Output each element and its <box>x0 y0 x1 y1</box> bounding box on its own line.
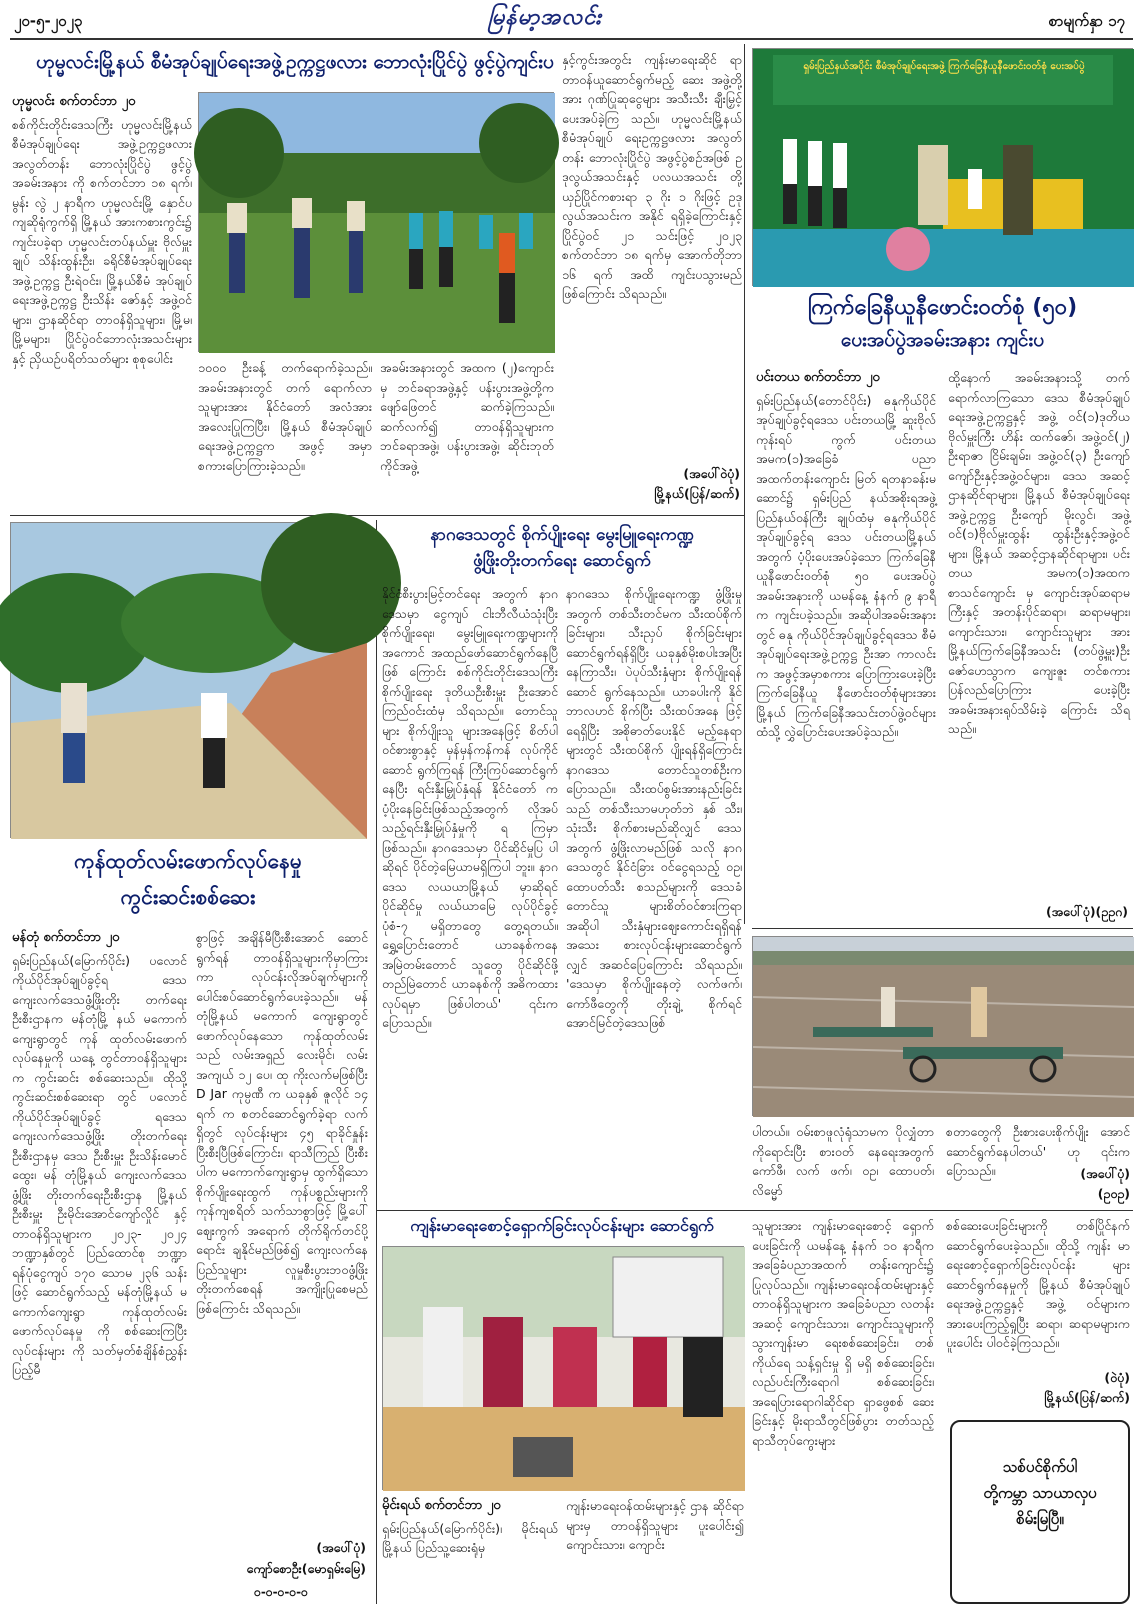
football-photo-art <box>199 93 555 353</box>
article2-byline: ပင်းတယ စက်တင်ဘာ ၂၀ <box>756 370 880 385</box>
article1-under-photo-b: အခမ်းအနားတွင် အထက (၂)ကျောင်းမှ ဘင်ခရာအဖွဲ့နှင့် ပန်းပွားအဖွဲ့တို့က ဖျော်ဖြေတင် ဆက်ခဲ့ကြသည်။ ဆက်လက်၍ တာဝန်ရှိသူများက ဘင်ခရာအဖွဲ့၊ ပန်းပွားအဖွဲ့၊ ဆိုင်းဘုတ်ကိုင်အဖွဲ့ <box>380 360 554 473</box>
article5-credit-code: (ဥဝဥ) <box>1097 1186 1130 1201</box>
article4-end-mark: ၀-၀-၀-၀-၀ <box>254 1585 308 1599</box>
article3-col2 <box>566 584 742 1076</box>
article1-credit-photo: (အပေါ်ဝဲပုံ) <box>683 466 740 481</box>
article1-col1-text: စစ်ကိုင်းတိုင်းဒေသကြီး ဟုမ္မလင်းမြို့နယ်စီမံအုပ်ချုပ်ရေး အဖွဲ့ဥက္ကဋ္ဌဖလား အလွတ်တန်း ဘောလုံးပြိုင်ပွဲ ဖွင့်ပွဲအခမ်းအနား ကို စက်တင်ဘာ ၁၈ ရက်၊ မွန်း လွဲ ၂ နာရီက ဟုမ္မလင်းမြို့ နှောင်ပကျဆိုရုံကွက်ရှိ မြို့နယ် အားကစားကွင်း၌ ကျင်းပခဲ့ရာ ဟုမ္မလင်းတပ်နယ်မှူး ဗိုလ်မှူးချုပ် သိန်းထွန်းဦး၊ ခရိုင်စီမံအုပ်ချုပ်ရေး အဖွဲ့ဥက္ကဋ္ဌ ဦးရဲဝင်း၊ မြို့နယ်စီမံ အုပ်ချုပ်ရေးအဖွဲ့ဥက္ကဋ္ဌ ဦးသိန်း ဇော်နှင့် အဖွဲ့ဝင်များ၊ ဌာနဆိုင်ရာ တာဝန်ရှိသူများ၊ မြို့မ၊ မြို့မများ၊ ပြိုင်ပွဲဝင်ဘောလုံးအသင်းများနှင့် ညှိယဉ်ပရိတ်သတ်များ စုစုပေါင်း <box>12 116 192 366</box>
article5-col2: စတာတွေကို ဦးစားပေးစိုက်ပျိုး အောင် ဆောင်ရွက်နေပါတယ်' ဟု ၎င်းကပြောသည်။ <box>946 1124 1130 1178</box>
article4-credit-author: ကျော်စောဦး(မောရှမ်းမြေ) <box>246 1561 366 1576</box>
ceremony-banner-text: ရှမ်းပြည်နယ်အပိုင်း စီမံအုပ်ချုပ်ရေးအဖွဲ့ ကြက်ခြေနီယူနီဖောင်းဝတ်စုံ ပေးအပ်ပွဲ <box>803 61 1085 72</box>
article1-byline: ဟုမ္မလင်း စက်တင်ဘာ ၂၀ <box>12 94 136 109</box>
article2-col1 <box>756 368 936 928</box>
issue-date: ၂၀-၅-၂၀၂၃ <box>14 12 83 30</box>
column-rule-right <box>744 44 745 924</box>
red-cross-ceremony-photo <box>752 48 1133 286</box>
article3-col2-text: နာဂဒေသ စိုက်ပျိုးရေးကဏ္ဍ ဖွံ့ဖြိုးမှုအတွက် တစ်သီးတင်မက သီးထပ်စိုက်ခြင်းများ၊ သီးညှပ် စိုက်ခြင်းများဆောင်ရွက်ရန်ရှိပြီး ယခုနှစ်မိုးစပါးအပြီး နေကြာသီး၊ ပဲပုပ်သီးနှံများ စိုက်ပျိုးရန်ဆောင် ရွက်နေသည်။ ယာခပါးကို နိုင် ဘာလဟင် စိုက်ပြီး သီးထပ်အနေ ဖြင့် ရေရှိပြီး အစိုဓာတ်ပေးနိုင် မည့်နေရာများတွင် သီးထပ်စိုက် ပျိုးရန်ရှိကြောင်း နာဂဒေသ တောင်သူတစ်ဦးက ပြောသည်။ သီးထပ်စွမ်းအားနည်းခြင်း သည် တစ်သီးသာမဟုတ်ဘဲ နှစ် သီး၊ သုံးသီး စိုက်စားမည်ဆိုလျှင် ဒေသအတွက် ဖွံ့ဖြိုးလာမည်ဖြစ် သလို နာဂဒေသတွင် နိုင်ငံခြား ဝင်ငွေရသည့် ဝဥ၊ ထောပတ်သီး စသည်များကို ဒေသခံတောင်သူ များစိတ်ဝင်စားကြရာ အဆိုပါ သီးနှံများဈေးကောင်းရရှိရန် အသေး စားလုပ်ငန်းများဆောင်ရွက်လျှင် အဆင်ပြေကြောင်း သိရသည်။ 'ဒေသမှာ စိုက်ပျိုးနေတဲ့ လက်ဖက်၊ ကော်ဖီတွေကို တိုးချဲ့ စိုက်ရင် အောင်မြင်တဲ့ဒေသဖြစ် <box>566 586 742 1030</box>
article6-title: ကျန်းမာရေးစောင့်ရှောက်ခြင်းလုပ်ငန်းများ ဆောင်ရွက် <box>410 1216 714 1235</box>
page-number: စာမျက်နှာ ၁၇ <box>1048 12 1125 30</box>
article4-title-line1: ကုန်ထုတ်လမ်းဖောက်လုပ်နေမှု <box>74 849 302 873</box>
article2-title-line2: ပေးအပ်ပွဲအခမ်းအနား ကျင်းပ <box>840 329 1045 351</box>
notice-line1: သစ်ပင်စိုက်ပါ <box>1002 1458 1078 1476</box>
section-rule-2 <box>376 1210 1133 1211</box>
article1-col1 <box>12 92 192 512</box>
article5-col1: ပါတယ်။ ဝမ်းစာဖူလုံရုံသာမက ပိုလျှံတာကိုရောင်းပြီး စားဝတ် နေရေးအတွက် ကော်ဖီ၊ လက် ဖက်၊ ဝဥ၊ ထောပတ်၊ လိမ္မော် <box>752 1124 934 1198</box>
article1-title: ဟုမ္မလင်းမြို့နယ် စီမံအုပ်ချုပ်ရေးအဖွဲ့ဥက္ကဋ္ဌဖလား ဘောလုံးပြိုင်ပွဲ ဖွင့်ပွဲကျင်းပ <box>36 51 554 73</box>
article4-byline: မန်တုံ စက်တင်ဘာ ၂၀ <box>12 930 120 945</box>
article2-col1-text: ရှမ်းပြည်နယ်(တောင်ပိုင်း) ဓနုကိုယ်ပိုင်အုပ်ချုပ်ခွင့်ရဒေသ ပင်းတယမြို့ ဆူးဗိုလ်ကုန်းရပ် ကွက် ပင်းတယ အမက(၁)အခြေခံ ပညာအထက်တန်းကျောင်း မြတ် ရတနာခန်းမဆောင်၌ ရှမ်းပြည် နယ်အစိုးရအဖွဲ့ ပြည်နယ်ဝန်ကြီး ချုပ်ထံမှ ဓနုကိုယ်ပိုင်အုပ်ချုပ်ခွင့်ရ ဒေသ ပင်းတယမြို့နယ်အတွက် ပံ့ပိုးပေးအပ်ခဲ့သော ကြက်ခြေနီ ယူနီဖောင်းဝတ်စုံ ၅၀ ပေးအပ်ပွဲ အခမ်းအနားကို ယမန်နေ့ နံနက် ၉ နာရီက ကျင်းပခဲ့သည်။ အဆိုပါအခမ်းအနားတွင် ဓနု ကိုယ်ပိုင်အုပ်ချုပ်ခွင့်ရဒေသ စီမံ အုပ်ချုပ်ရေးအဖွဲ့ဥက္ကဋ္ဌ ဦးအာ ကာလင်းက အဖွင့်အမှာစကား ပြောကြားပေးခဲ့ပြီး ကြက်ခြေနီယူ နီဖောင်းဝတ်စုံများအား မြို့နယ် ကြက်ခြေနီအသင်းတပ်ဖွဲ့ဝင်များ ထံသို့ လွှဲပြောင်းပေးအပ်ခဲ့သည်။ <box>756 392 936 739</box>
article1-under-photo-a: ၁၀၀၀ ဦးခန့် တက်ရောက်ခဲ့သည်။ အခမ်းအနားတွင် တက် ရောက်လာသူများအား နိုင်ငံတော် အလံအားအလေးပြုကြပြီး၊ မြို့နယ် စီမံအုပ်ချုပ်ရေးအဖွဲ့ဥက္ကဋ္ဌက အဖွင့် အမှာစကားပြောကြားခဲ့သည်။ <box>198 360 372 473</box>
article1-credit-author: မြို့နယ်(ပြန်/ဆက်) <box>654 486 740 501</box>
section-rule-right <box>752 928 1133 929</box>
article2-col2 <box>948 368 1130 888</box>
article2-col2-text: ထို့နောက် အခမ်းအနားသို့ တက်ရောက်လာကြသော ဒေသ စီမံအုပ်ချုပ်ရေးအဖွဲ့ဥက္ကဋ္ဌနှင့် အဖွဲ့ ဝင်(၁)ဒုတိယ ဗိုလ်မှူးကြီး ဟိန်း ထက်ဇော်၊ အဖွဲ့ဝင်(၂) ဦးရာဇာ ငြိမ်းချမ်း၊ အဖွဲ့ဝင်(၃) ဦးကျော် ကျော်ဦးနှင့်အဖွဲ့ဝင်များ၊ ဒေသ အဆင့်ဌာနဆိုင်ရာများ၊ မြို့နယ် စီမံအုပ်ချုပ်ရေးအဖွဲ့ဥက္ကဋ္ဌ ဦးကျော် မိုးလွင်၊ အဖွဲ့ဝင်(၁)ဗိုလ်မှူးထွန်း ထွန်းဦးနှင့်အဖွဲ့ဝင်များ၊ မြို့နယ် အဆင့်ဌာနဆိုင်ရာများ၊ ပင်းတယ အမက(၁)အထက စာသင်ကျောင်း မှ ကျောင်းအုပ်ဆရာမကြီးနှင့် အတန်းပိုင်ဆရာ၊ ဆရာမများ၊ ကျောင်းသား၊ ကျောင်းသူများ အား မြို့နယ်ကြက်ခြေနီအသင်း (တပ်ဖွဲ့မှူး)ဦးဇော်ဟေသွာက ကျေးဇူး တင်စကား ပြန်လည်ပြောကြား ပေးခဲ့ပြီး အခမ်းအနားရုပ်သိမ်းခဲ့ ကြောင်း သိရသည်။ <box>948 370 1130 736</box>
article3-col1 <box>382 584 558 1076</box>
article6-credit-photo: (ဝဲပုံ) <box>1104 1370 1130 1385</box>
article1-col3-text: နှင့်ကွင်းအတွင်း ကျန်းမာရေးဆိုင် ရာ တာဝန်ယူဆောင်ရွက်မည့် ဆေး အဖွဲ့တို့အား ဂုဏ်ပြုဆုငွေများ အသီးသီး ချီးမြှင့်ပေးအပ်ခဲ့ကြ သည်။ ဟုမ္မလင်းမြို့နယ် စီမံအုပ်ချုပ် ရေးဥက္ကဋ္ဌဖလား အလွတ်တန်း ဘောလုံးပြိုင်ပွဲ အဖွင့်ပွဲစဉ်အဖြစ် ဥဒုလွယ်အသင်းနှင့် ပလယအသင်း တို့ ယှဉ်ပြိုင်ကစားရာ ၃ ဂိုး ၁ ဂိုးဖြင့် ဥဒုလွယ်အသင်းက အနိုင် ရရှိခဲ့ကြောင်းနှင့် ပြိုင်ပွဲဝင် ၂၁ သင်းဖြင့် ၂၀၂၃ စက်တင်ဘာ ၁၈ ရက်မှ အောက်တိုဘာ ၁၆ ရက် အထိ ကျင်းပသွားမည်ဖြစ်ကြောင်း သိရသည်။ <box>562 52 742 301</box>
article4-col1 <box>12 928 187 1604</box>
article4-col2 <box>196 928 368 1518</box>
article6-col1-text: ရှမ်းပြည်နယ်(မြောက်ပိုင်း)၊ မိုင်းရယ်မြို့နယ် ပြည်သူ့ဆေးရုံမှ <box>382 1520 558 1555</box>
article4-col1-text: ရှမ်းပြည်နယ်(မြောက်ပိုင်း) ပလောင်ကိုယ်ပိုင်အုပ်ချုပ်ခွင့်ရ ဒေသ ကျေးလက်ဒေသဖွံ့ဖြိုးတိုး တက်ရေးဦးစီးဌာနက မန်တုံမြို့ နယ် မကောက်ကျေးရွာတွင် ကုန် ထုတ်လမ်းဖောက်လုပ်နေမှုကို ယနေ့ တွင်တာဝန်ရှိသူများက ကွင်းဆင်း စစ်ဆေးသည်။ ထိုသို့ကွင်းဆင်းစစ်ဆေးရာ တွင် ပလောင်ကိုယ်ပိုင်အုပ်ချုပ်ခွင့် ရဒေသ ကျေးလက်ဒေသဖွံ့ဖြိုး တိုးတက်ရေးဦးစီးဌာနမှ ဒေသ ဦးစီးမှူး ဦးသိန်းမောင်ထွေး၊ မန် တုံမြို့နယ် ကျေးလက်ဒေသဖွံ့ဖြိုး တိုးတက်ရေးဦးစီးဌာန မြို့နယ် ဦးစီးမှူး ဦးမိုင်းအောင်ကျော်လှိုင် နှင့် တာဝန်ရှိသူများက ၂၀၂၃- ၂၀၂၄ ဘဏ္ဍာနှစ်တွင် ပြည်ထောင်စု ဘဏ္ဍာရန်ပုံငွေကျပ် ၁၇၀ သောမ ၂၃၆ သန်းဖြင့် ဆောင်ရွက်သည့် မန်တုံမြို့နယ် မကောက်ကျေးရွာ ကုန်ထုတ်လမ်း ဖောက်လုပ်နေမှု ကို စစ်ဆေးကြပြီး လုပ်ငန်းများ ကို သတ်မှတ်စံချိန်စံညွှန်းပြည့်မီ <box>12 952 187 1377</box>
article2-title-line1: ကြက်ခြေနီယူနီဖောင်းဝတ်စုံ (၅၀) <box>807 295 1078 320</box>
road-photo-art <box>11 523 367 839</box>
article6-credit-author: မြို့နယ်(ပြန်/ဆက်) <box>1044 1390 1130 1405</box>
article6-col3: သူများအား ကျန်းမာရေးစောင့် ရှောက်ပေးခြင်းကို ယမန်နေ့ နံနက် ၁၀ နာရီက အခြေခံပညာအထက် တန်းကျောင်း၌ ပြုလုပ်သည်။ ကျန်းမာရေးဝန်ထမ်းများနှင့် တာဝန်ရှိသူများက အခြေခံပညာ လတန်းအဆင့် ကျောင်းသား၊ ကျောင်းသူများကို သွားကျန်းမာ ရေးစစ်ဆေးခြင်း၊ တစ်ကိုယ်ရေ သန့်ရှင်းမှု ရှိ မရှိ စစ်ဆေးခြင်း၊ လည်ပင်းကြီးရောဂါ စစ်ဆေးခြင်း၊ အရေပြားရောဂါဆိုင်ရာ ရှာဖွေစစ် ဆေးခြင်းနှင့် မိုးရာသီတွင်ဖြစ်ပွား တတ်သည့် ရာသီတုပ်ကွေးများ <box>752 1218 934 1448</box>
article6-col4-text: စစ်ဆေးပေးခြင်းများကို တစ်ပြိုင်နက် ဆောင်ရွက်ပေးခဲ့သည်။ ထိုသို့ ကျန်း မာရေးစောင့်ရှောက်ခြင်းလုပ်ငန်း များ ဆောင်ရွက်နေမှုကို မြို့နယ် စီမံအုပ်ချုပ်ရေးအဖွဲ့ဥက္ကဋ္ဌနှင့် အဖွဲ့ ဝင်များက အားပေးကြည့်ရှုပြီး ဆရာ၊ ဆရာမများက ပူးပေါင်း ပါဝင်ခဲ့ကြသည်။ <box>946 1218 1130 1350</box>
article4-title-line2: ကွင်းဆင်းစစ်ဆေး <box>120 885 256 909</box>
football-opening-photo <box>198 92 554 352</box>
article6-col2: ကျန်းမာရေးဝန်ထမ်းများနှင့် ဌာန ဆိုင်ရာများမှ တာဝန်ရှိသူများ ပူးပေါင်း၍ ကျောင်းသား၊ ကျောင်း <box>566 1498 744 1552</box>
article3-title-line1: နာဂဒေသတွင် စိုက်ပျိုးရေး မွေးမြူရေးကဏ္ဍ <box>430 525 694 545</box>
ceremony-photo-art <box>753 49 1134 287</box>
paddy-photo-art <box>753 937 1134 1117</box>
article6-col4 <box>946 1216 1130 1366</box>
health-check-photo <box>382 1246 744 1490</box>
article2-credit: (အပေါ်ပုံ)(ဥဥဂ) <box>1045 904 1128 919</box>
article6-col1 <box>382 1496 558 1604</box>
section-rule-1 <box>10 515 744 516</box>
header-rule <box>10 38 1133 40</box>
notice-line3: စိမ်းမြပြီ။ <box>1016 1510 1064 1528</box>
masthead-logo: မြန်မာ့အလင်း <box>488 5 602 30</box>
tree-planting-notice <box>950 1420 1130 1604</box>
column-rule-lower-left <box>376 1070 377 1604</box>
paddy-field-photo <box>752 936 1133 1116</box>
article6-byline: မိုင်းရယ် စက်တင်ဘာ ၂၀ <box>382 1498 501 1513</box>
article4-credit-photo: (အပေါ်ပုံ) <box>316 1540 366 1555</box>
health-photo-art <box>383 1247 745 1491</box>
article3-title-line2: ဖွံ့ဖြိုးတိုးတက်ရေး ဆောင်ရွက် <box>473 551 651 571</box>
notice-line2: တို့ကမ္ဘာ သာယာလှပ <box>983 1484 1097 1502</box>
article4-col2-text: စွာဖြင့် အချိန်မီပြီးစီးအောင် ဆောင် ရွက်ရန် တာဝန်ရှိသူများကိုမှာကြား ကာ လုပ်ငန်းလိုအပ်ချက်များကို ပေါင်းစပ်ဆောင်ရွက်ပေးခဲ့သည်။ မန်တုံမြို့နယ် မကောက် ကျေးရွာတွင် ဖောက်လုပ်နေသော ကုန်ထုတ်လမ်းသည် လမ်းအရှည် လေးမိုင်၊ လမ်းအကျယ် ၁၂ ပေ၊ ထု ကိုးလက်မဖြစ်ပြီး D Jar ကုမ္ပဏီ က ယခုနှစ် ဇူလိုင် ၁၄ ရက် က စတင်ဆောင်ရွက်ခဲ့ရာ လက် ရှိတွင် လုပ်ငန်းများ ၄၅ ရာခိုင်နှုန်း ပြီးစီးပြီဖြစ်ကြောင်း၊ ရာသီကြည် ပြီးစီးပါက မကောက်ကျေးရွာမှ ထွက်ရှိသော စိုက်ပျိုးရေးထွက် ကုန်ပစ္စည်းများကို ကုန်ကျစရိတ် သက်သာစွာဖြင့် မြို့ပေါ်ဈေးကွက် အရောက် တိုက်ရိုက်တင်ပို့ရောင်း ချနိုင်မည်ဖြစ်၍ ကျေးလက်နေ ပြည်သူများ လူမှုစီးပွားဘဝဖွံ့ဖြိုး တိုးတက်စေရန် အကျိုးပြုစေမည် ဖြစ်ကြောင်း သိရသည်။ <box>196 930 368 1316</box>
article1-col3 <box>562 50 742 490</box>
article3-col1-text: နိုင်ငံစီးပွားမြင့်တင်ရေး အတွက် နာဂဒေသမှာ ငွေကျပ် ငါးဘီလီယံသုံးပြီး စိုက်ပျိုးရေး၊ မွေးမြူရေးကဏ္ဍများကို အကောင် အထည်ဖော်ဆောင်ရွက်နေပြီဖြစ် ကြောင်း စစ်ကိုင်းတိုင်းဒေသကြီး စိုက်ပျိုးရေး ဒုတိယဦးစီးမှူး ဦးအောင်ကြည်ဝင်းထံမှ သိရသည်။ တောင်သူများ စိုက်ပျိုးသူ များအနေဖြင့် စိတ်ပါဝင်စားစွာနှင့် မှန်မှန်ကန်ကန် လုပ်ကိုင်ဆောင် ရွက်ကြရန် ကြီးကြပ်ဆောင်ရွက် နေပြီး ရင်းနှီးမြှုပ်နှံရန် နိုင်ငံတော် က ပံ့ပိုးနေခြင်းဖြစ်သည့်အတွက် လိုအပ်သည့်ရင်းနှီးမြှုပ်နှံမှုကို ရ ကြမှာဖြစ်သည်။ နာဂဒေသမှာ ပိုင်ဆိုင်မှုပြ ပါဆိုရင် ပိုင်တဲ့မြေယာမရှိကြပါ ဘူး။ နာဂဒေသ လယယာမြို့နယ် မှာဆိုရင် ပိုင်ဆိုင်မှု လယ်ယာမြေ လုပ်ပိုင်ခွင့် ပုံစံ-၇ မရှိတာတွေ တွေ့ရတယ်။ ရွှေ့ပြောင်းတောင် ယာခနစ်ကနေ အမြဲတမ်းတောင် သူတွေ ပိုင်ဆိုင်ဖို့ တည်မြဲတောင် ယာခနစ်ကို အဓိကထားလုပ်ရမှာ ဖြစ်ပါတယ်' ၎င်းက ပြောသည်။ <box>382 586 558 1030</box>
article5-credit-photo: (အပေါ်ပုံ) <box>1080 1166 1130 1181</box>
road-construction-photo <box>10 522 366 838</box>
